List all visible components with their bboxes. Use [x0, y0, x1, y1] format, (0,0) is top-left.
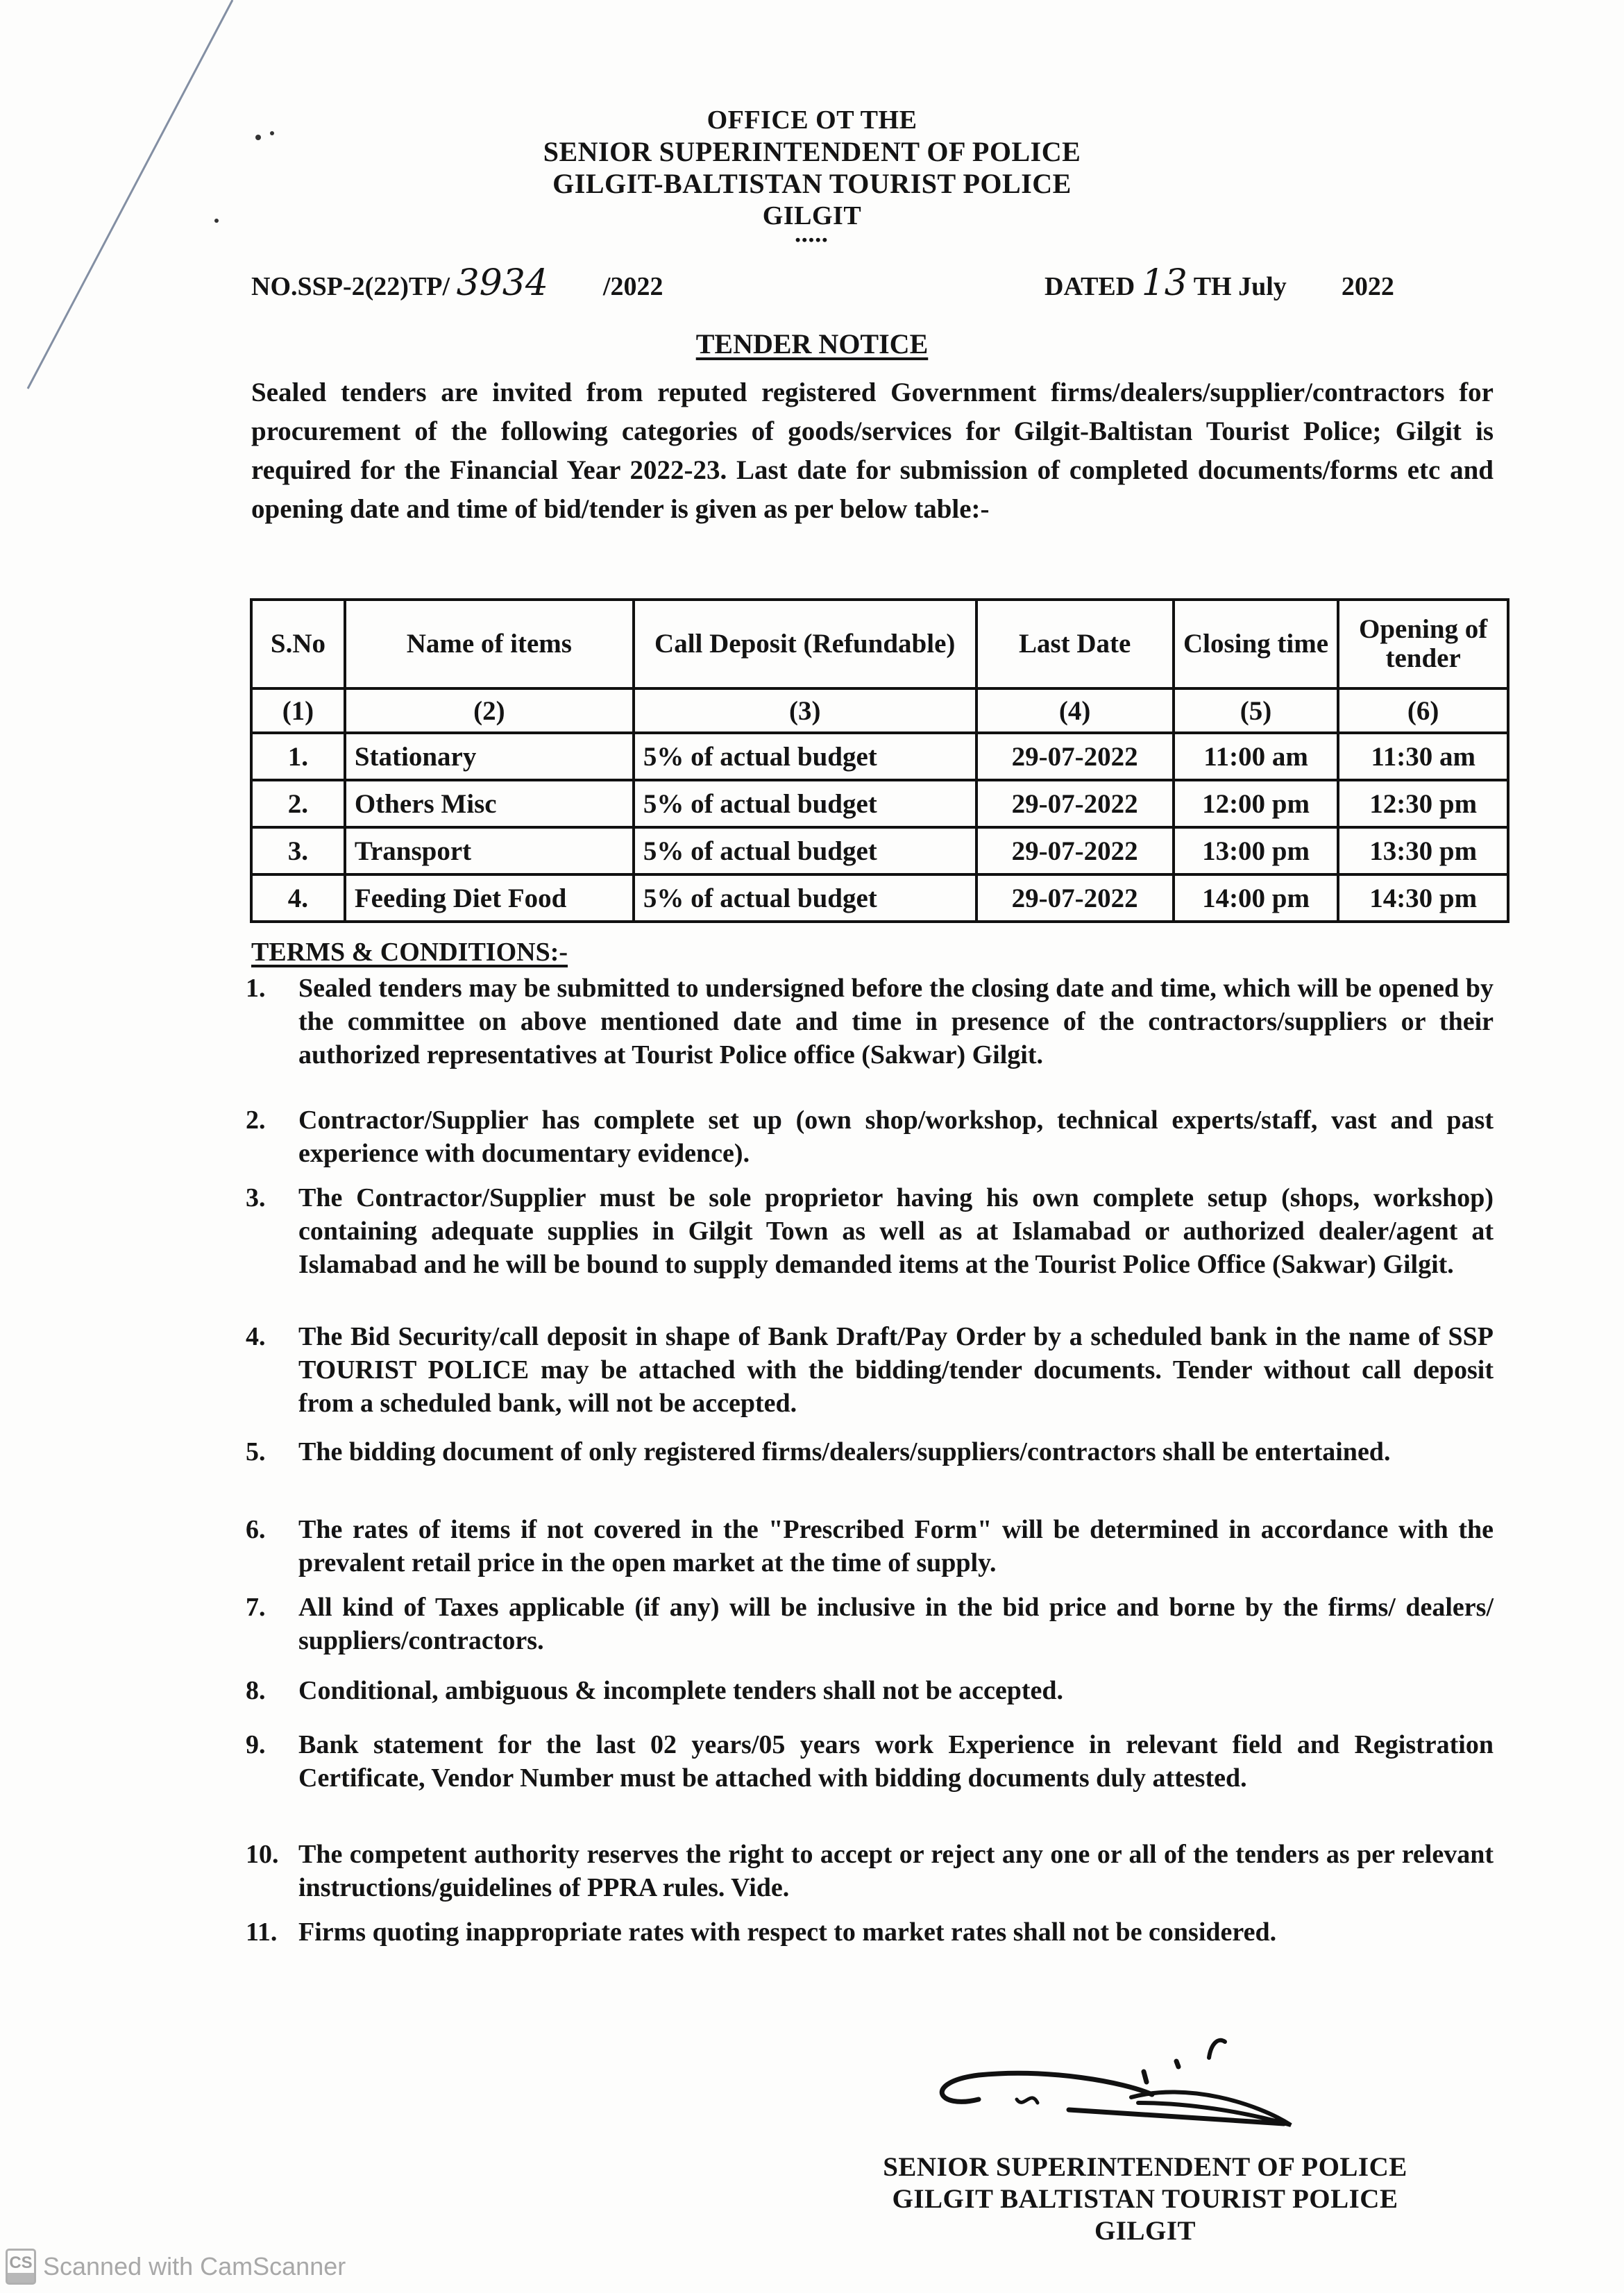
table-index-row	[251, 688, 1508, 733]
cell-last-date: 29-07-2022	[976, 733, 1174, 780]
index-cell: (2)	[345, 688, 634, 733]
index-cell: (3)	[634, 688, 976, 733]
term-number: 5.	[246, 1437, 266, 1466]
cell-sno: 1.	[251, 733, 345, 780]
signature-icon	[895, 2033, 1353, 2158]
term-number: 2.	[246, 1106, 266, 1135]
cell-sno: 3.	[251, 827, 345, 874]
cell-closing-time: 14:00 pm	[1174, 874, 1339, 922]
cell-last-date: 29-07-2022	[976, 780, 1174, 827]
table-row	[251, 733, 1508, 780]
term-number: 10.	[246, 1840, 279, 1869]
term-number: 8.	[246, 1676, 266, 1705]
dated-handwritten-day: 13	[1141, 262, 1187, 304]
col-header-opening: Opening of tender	[1338, 600, 1508, 688]
camscanner-watermark	[6, 2249, 346, 2285]
term-item	[236, 1915, 1494, 1949]
table-row	[251, 874, 1508, 922]
cell-opening-time: 12:30 pm	[1338, 780, 1508, 827]
term-item	[236, 1513, 1494, 1580]
cell-sno: 2.	[251, 780, 345, 827]
reference-number	[251, 262, 663, 304]
cell-call-deposit: 5% of actual budget	[634, 733, 976, 780]
reference-handwritten-number: 3934	[456, 262, 548, 304]
term-number: 3.	[246, 1183, 266, 1212]
cell-closing-time: 11:00 am	[1174, 733, 1339, 780]
reference-year-suffix: /2022	[602, 272, 663, 301]
term-item	[236, 972, 1494, 1072]
intro-paragraph: Sealed tenders are invited from reputed registered Government firms/dealers/supplier/contractors for procurement of the following categories of goods/services for Gilgit-Baltistan Tourist Police; Gilgit is required for the Financial Year 2022-23. Last date for submission of completed documents/forms etc and opening date and time of bid/tender is given as per below table:-	[251, 378, 1494, 524]
term-text: Contractor/Supplier has complete set up (own shop/workshop, technical experts/staff, vast and past experience with documentary evidence).	[298, 1106, 1494, 1168]
cell-closing-time: 13:00 pm	[1174, 827, 1339, 874]
term-text: The bidding document of only registered firms/dealers/suppliers/contractors shall be entertained.	[298, 1437, 1391, 1466]
letterhead-department: GILGIT-BALTISTAN TOURIST POLICE	[552, 168, 1072, 199]
term-text: Conditional, ambiguous & incomplete tenders shall not be accepted.	[298, 1676, 1064, 1705]
term-text: The Bid Security/call deposit in shape of Bank Draft/Pay Order by a scheduled bank in the name of SSP TOURIST POLICE may be attached with the bidding/tender documents. Tender without call deposit from a scheduled bank, will not be accepted.	[298, 1322, 1494, 1418]
cell-item-name: Feeding Diet Food	[345, 874, 634, 922]
cell-last-date: 29-07-2022	[976, 874, 1174, 922]
reference-date	[1044, 262, 1394, 304]
col-header-sno: S.No	[251, 600, 345, 688]
cell-item-name: Others Misc	[345, 780, 634, 827]
index-cell: (1)	[251, 688, 345, 733]
term-number: 11.	[246, 1918, 278, 1947]
term-item	[236, 1181, 1494, 1281]
col-header-call-deposit: Call Deposit (Refundable)	[634, 600, 976, 688]
signatory-department: GILGIT BALTISTAN TOURIST POLICE	[892, 2184, 1398, 2214]
cell-call-deposit: 5% of actual budget	[634, 827, 976, 874]
term-item	[236, 1838, 1494, 1904]
cell-sno: 4.	[251, 874, 345, 922]
table-row	[251, 827, 1508, 874]
dated-label: DATED	[1044, 272, 1135, 301]
tender-table	[250, 598, 1509, 923]
terms-heading: TERMS & CONDITIONS:-	[251, 938, 568, 967]
cell-closing-time: 12:00 pm	[1174, 780, 1339, 827]
term-item	[236, 1103, 1494, 1170]
table-row	[251, 780, 1508, 827]
cell-last-date: 29-07-2022	[976, 827, 1174, 874]
letterhead-office: OFFICE OT THE	[707, 105, 917, 135]
cell-opening-time: 14:30 pm	[1338, 874, 1508, 922]
cell-opening-time: 13:30 pm	[1338, 827, 1508, 874]
cell-item-name: Stationary	[345, 733, 634, 780]
letterhead	[0, 104, 1624, 248]
index-cell: (4)	[976, 688, 1174, 733]
term-item	[236, 1728, 1494, 1795]
term-text: Sealed tenders may be submitted to undersigned before the closing date and time, which will be opened by the committee on above mentioned date and time in presence of the contractors/suppliers or their authorized representatives at Tourist Police office (Sakwar) Gilgit.	[298, 974, 1494, 1069]
term-item	[236, 1435, 1494, 1469]
index-cell: (6)	[1338, 688, 1508, 733]
col-header-name: Name of items	[345, 600, 634, 688]
letterhead-designation: SENIOR SUPERINTENDENT OF POLICE	[543, 136, 1081, 167]
term-item	[236, 1320, 1494, 1420]
reference-prefix: NO.SSP-2(22)TP/	[251, 272, 450, 301]
table-header-row	[251, 600, 1508, 688]
term-text: Bank statement for the last 02 years/05 years work Experience in relevant field and Registration Certificate, Vendor Number must be attached with bidding documents duly attested.	[298, 1730, 1494, 1793]
signatory-block	[798, 2151, 1492, 2247]
term-number: 6.	[246, 1515, 266, 1544]
col-header-last-date: Last Date	[976, 600, 1174, 688]
term-number: 1.	[246, 974, 266, 1003]
term-text: The competent authority reserves the right to accept or reject any one or all of the tenders as per relevant instructions/guidelines of PPRA rules. Vide.	[298, 1840, 1494, 1902]
watermark-text: Scanned with CamScanner	[43, 2252, 346, 2281]
term-number: 7.	[246, 1593, 266, 1622]
term-text: All kind of Taxes applicable (if any) will be inclusive in the bid price and borne by the firms/ dealers/ suppliers/contractors.	[298, 1593, 1494, 1655]
letterhead-ornament: •••••	[795, 231, 829, 248]
term-item	[236, 1674, 1494, 1707]
camscanner-logo-icon: CS	[6, 2249, 36, 2285]
dated-year: 2022	[1341, 272, 1394, 301]
cell-opening-time: 11:30 am	[1338, 733, 1508, 780]
term-number: 9.	[246, 1730, 266, 1759]
index-cell: (5)	[1174, 688, 1339, 733]
cell-call-deposit: 5% of actual budget	[634, 874, 976, 922]
cell-item-name: Transport	[345, 827, 634, 874]
dated-day-suffix: TH July	[1193, 272, 1287, 301]
term-text: Firms quoting inappropriate rates with respect to market rates shall not be considered.	[298, 1918, 1277, 1947]
signatory-city: GILGIT	[1094, 2216, 1196, 2246]
signatory-designation: SENIOR SUPERINTENDENT OF POLICE	[883, 2152, 1407, 2182]
cell-call-deposit: 5% of actual budget	[634, 780, 976, 827]
term-text: The rates of items if not covered in the "Prescribed Form" will be determined in accordance with the prevalent retail price in the open market at the time of supply.	[298, 1515, 1494, 1577]
page-title: TENDER NOTICE	[695, 328, 929, 359]
letterhead-city: GILGIT	[762, 201, 862, 230]
col-header-closing-time: Closing time	[1174, 600, 1339, 688]
term-text: The Contractor/Supplier must be sole proprietor having his own complete setup (shops, workshop) containing adequate supplies in Gilgit Town as well as at Islamabad or authorized dealer/agent at Islamabad and he will be bound to supply demanded items at the Tourist Police Office (Sakwar) Gilgit.	[298, 1183, 1494, 1279]
term-number: 4.	[246, 1322, 266, 1351]
term-item	[236, 1591, 1494, 1657]
